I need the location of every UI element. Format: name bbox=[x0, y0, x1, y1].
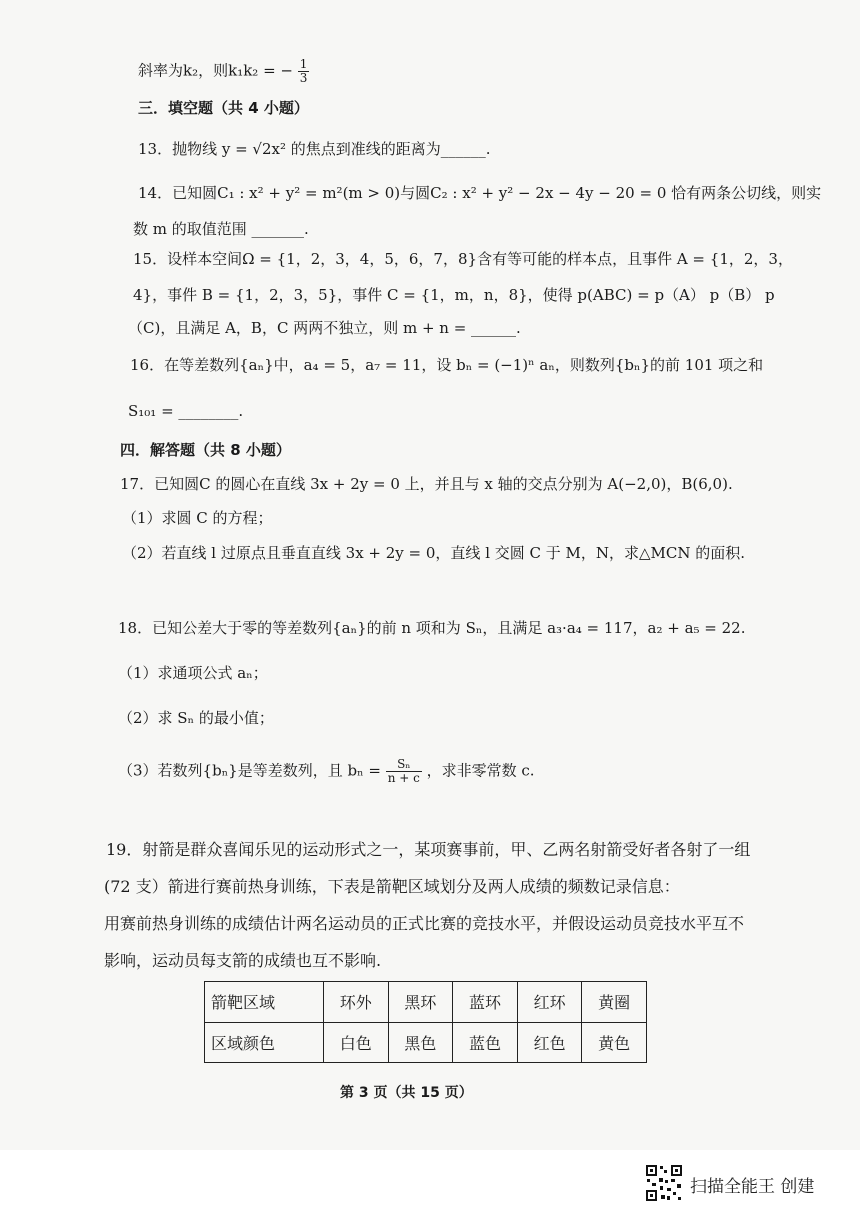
page-footer: 第 3 页（共 15 页） bbox=[340, 1085, 473, 1101]
question-14-line2: 数 m 的取值范围 _______. bbox=[133, 220, 309, 238]
question-19-line3: 用赛前热身训练的成绩估计两名运动员的正式比赛的竞技水平，并假设运动员竞技水平互不 bbox=[104, 914, 745, 933]
table-cell: 黑环 bbox=[388, 982, 453, 1023]
question-17-part2: （2）若直线 l 过原点且垂直直线 3x + 2y = 0，直线 l 交圆 C 于 M，N，求△MCN 的面积. bbox=[122, 544, 746, 562]
question-17: 17．已知圆C 的圆心在直线 3x + 2y = 0 上，并且与 x 轴的交点分别为 A(−2,0)，B(6,0). bbox=[120, 475, 733, 493]
table-cell: 箭靶区域 bbox=[205, 982, 324, 1023]
fraction bbox=[386, 758, 422, 785]
fraction-denominator: n + c bbox=[387, 771, 420, 785]
fraction-numerator: 1 bbox=[299, 57, 308, 71]
table-cell: 红色 bbox=[517, 1022, 582, 1063]
q18-part3-text: （3）若数列{bₙ}是等差数列，且 bₙ = bbox=[118, 761, 381, 780]
question-19-line1: 19．射箭是群众喜闻乐见的运动形式之一，某项赛事前，甲、乙两名射箭受好者各射了一组 bbox=[106, 840, 751, 859]
q12-continuation bbox=[138, 58, 309, 85]
table-row bbox=[205, 982, 647, 1023]
table-cell: 蓝色 bbox=[453, 1022, 518, 1063]
scanner-brand-text: 扫描全能王 创建 bbox=[690, 1177, 815, 1197]
target-zone-table bbox=[204, 981, 647, 1063]
table-cell: 黑色 bbox=[388, 1022, 453, 1063]
fraction-denominator: 3 bbox=[299, 71, 308, 85]
section-3-heading: 三．填空题（共 4 小题） bbox=[138, 99, 309, 117]
question-18: 18．已知公差大于零的等差数列{aₙ}的前 n 项和为 Sₙ，且满足 a₃·a₄ = 117，a₂ + a₅ = 22. bbox=[118, 619, 746, 637]
question-15-line2: 4}，事件 B = {1，2，3，5}，事件 C = {1，m，n，8}，使得 p(ABC) = p（A） p（B） p bbox=[133, 286, 775, 304]
question-18-part1: （1）求通项公式 aₙ； bbox=[118, 664, 268, 682]
question-18-part3 bbox=[118, 758, 535, 785]
question-15-line3: （C)，且满足 A，B，C 两两不独立，则 m + n = ______. bbox=[128, 319, 521, 337]
q12-text: 斜率为k₂，则k₁k₂ = − bbox=[138, 61, 293, 80]
question-16-line1: 16．在等差数列{aₙ}中，a₄ = 5，a₇ = 11，设 bₙ = (−1)ⁿ aₙ，则数列{bₙ}的前 101 项之和 bbox=[130, 356, 764, 374]
question-15-line1: 15．设样本空间Ω = {1，2，3，4，5，6，7，8}含有等可能的样本点，且事件 A = {1，2，3， bbox=[133, 250, 793, 268]
fraction-numerator: Sₙ bbox=[386, 758, 422, 772]
fraction bbox=[298, 58, 310, 85]
table-row bbox=[205, 1022, 647, 1063]
question-16-line2: S₁₀₁ = ________. bbox=[128, 402, 244, 420]
question-14-line1: 14．已知圆C₁ : x² + y² = m²(m > 0)与圆C₂ : x² + y² − 2x − 4y − 20 = 0 恰有两条公切线，则实 bbox=[138, 184, 822, 202]
question-19-line4: 影响，运动员每支箭的成绩也互不影响. bbox=[104, 951, 382, 970]
table-cell: 环外 bbox=[324, 982, 389, 1023]
table-cell: 白色 bbox=[324, 1022, 389, 1063]
question-19-line2: (72 支）箭进行赛前热身训练，下表是箭靶区域划分及两人成绩的频数记录信息： bbox=[104, 877, 680, 896]
table-cell: 红环 bbox=[517, 982, 582, 1023]
table-cell: 区域颜色 bbox=[205, 1022, 324, 1063]
question-17-part1: （1）求圆 C 的方程； bbox=[122, 509, 273, 527]
table-cell: 蓝环 bbox=[453, 982, 518, 1023]
section-4-heading: 四．解答题（共 8 小题） bbox=[120, 441, 291, 459]
question-18-part2: （2）求 Sₙ 的最小值； bbox=[118, 709, 274, 727]
qr-code-icon bbox=[645, 1164, 683, 1202]
q18-part3-tail: ，求非零常数 c. bbox=[426, 761, 535, 780]
table-cell: 黄色 bbox=[582, 1022, 647, 1063]
table-cell: 黄圈 bbox=[582, 982, 647, 1023]
question-13: 13．抛物线 y = √2x² 的焦点到准线的距离为______. bbox=[138, 140, 491, 158]
